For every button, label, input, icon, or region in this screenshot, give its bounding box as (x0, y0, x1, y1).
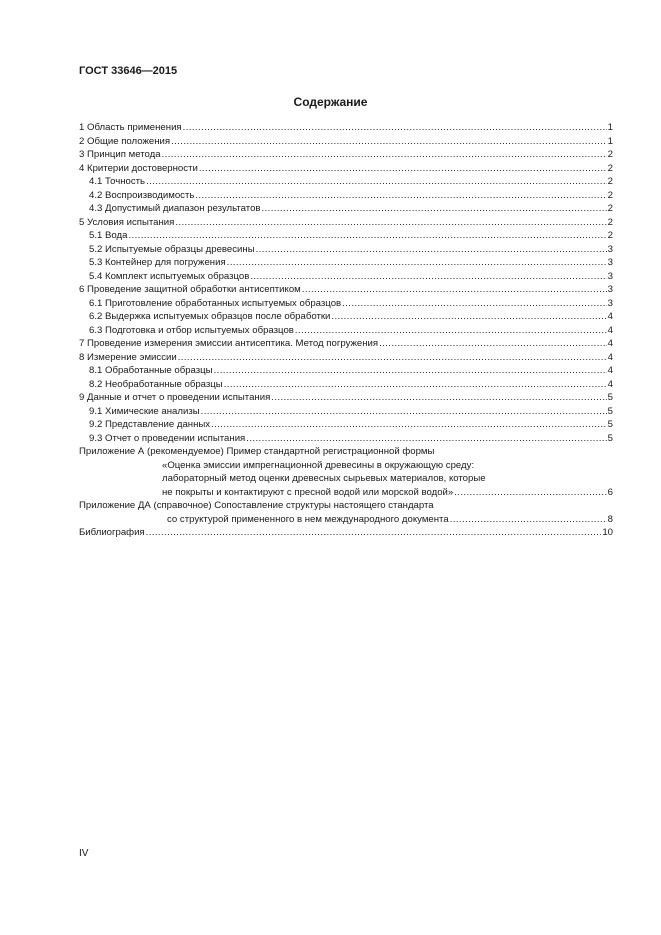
toc-entry-label: 5.2 Испытуемые образцы древесины (89, 243, 255, 255)
toc-appendix-a[interactable] (79, 445, 613, 499)
toc-entry[interactable] (79, 148, 613, 162)
toc-entry-page: 2 (607, 216, 613, 228)
toc-entry-page: 3 (607, 297, 613, 309)
toc-entry[interactable] (79, 121, 613, 135)
toc-entry-page: 4 (607, 365, 613, 376)
toc-subentry[interactable] (79, 364, 613, 378)
toc-entry-label: 7 Проведение измерения эмиссии антисептика. Метод погружения (79, 338, 379, 349)
leader-dots (162, 148, 607, 162)
toc-subentry[interactable] (79, 432, 613, 446)
appendix-da-line: со структурой примененного в нем международного документа (167, 513, 449, 525)
toc-entry-page: 3 (607, 243, 613, 255)
toc-subentry[interactable] (79, 243, 613, 257)
appendix-da-line: Приложение ДА (справочное) Сопоставление структуры настоящего стандарта (79, 500, 434, 511)
toc-entry-label: 2 Общие положения (79, 135, 171, 147)
leader-dots (379, 337, 607, 351)
leader-dots (246, 432, 606, 446)
toc-entry-page: 2 (607, 149, 613, 160)
leader-dots (271, 391, 606, 405)
leader-dots (128, 229, 606, 243)
toc-subentry[interactable] (79, 202, 613, 216)
toc-entry-label: 6.2 Выдержка испытуемых образцов после обработки (89, 311, 331, 322)
toc-subentry[interactable] (79, 405, 613, 419)
toc-appendix-da[interactable] (79, 499, 613, 526)
toc-entry-label: 6.1 Приготовление обработанных испытуемых образцов (89, 297, 342, 309)
appendix-a-line: «Оценка эмиссии импрегнационной древесины в окружающую среду: (162, 459, 475, 471)
toc-subentry[interactable] (79, 229, 613, 243)
toc-entry-page: 2 (607, 189, 613, 201)
toc-entry-page: 3 (607, 257, 613, 268)
leader-dots (256, 243, 607, 257)
toc-entry-label: 5.3 Контейнер для погружения (89, 257, 226, 268)
toc-entry-label: 4.2 Воспроизводимость (89, 189, 195, 201)
leader-dots (224, 378, 607, 392)
leader-dots (450, 513, 607, 527)
appendix-a-line: Приложение А (рекомендуемое) Пример стандартной регистрационной формы (79, 446, 435, 457)
toc-entry-label: 4.3 Допустимый диапазон результатов (89, 203, 261, 214)
leader-dots (183, 121, 607, 135)
appendix-da-last-line (79, 513, 613, 527)
toc-entry-label: 9.2 Представление данных (89, 419, 211, 430)
toc-entry-page: 2 (607, 203, 613, 214)
leader-dots (146, 526, 602, 540)
toc-entry-page: 4 (607, 378, 613, 390)
toc-entry-label: 4.1 Точность (89, 176, 146, 187)
toc-entry-page: 1 (607, 122, 613, 133)
toc-entry-page: 5 (607, 405, 613, 417)
toc-entry-label: 6 Проведение защитной обработки антисептиком (79, 284, 301, 295)
toc-entry-label: 8 Измерение эмиссии (79, 351, 177, 363)
toc-subentry[interactable] (79, 418, 613, 432)
toc-entry-page: 5 (607, 419, 613, 430)
toc-entry[interactable] (79, 391, 613, 405)
toc-entry-label: 8.1 Обработанные образцы (89, 365, 213, 376)
toc-entry-page: 4 (607, 338, 613, 349)
leader-dots (302, 283, 607, 297)
leader-dots (211, 418, 607, 432)
leader-dots (199, 162, 607, 176)
leader-dots (175, 216, 606, 230)
toc-subentry[interactable] (79, 189, 613, 203)
page-number: IV (79, 848, 89, 859)
toc-entry[interactable] (79, 216, 613, 230)
toc-subentry[interactable] (79, 270, 613, 284)
toc-entry[interactable] (79, 135, 613, 149)
toc-entry-label: Библиография (79, 527, 145, 538)
page-title: Содержание (293, 95, 368, 109)
toc-entry-label: 9.3 Отчет о проведении испытания (89, 432, 246, 444)
toc-entry-label: 1 Область применения (79, 122, 182, 133)
toc-subentry[interactable] (79, 256, 613, 270)
leader-dots (146, 175, 607, 189)
toc-entry-label: 5.1 Вода (89, 230, 128, 241)
toc-entry-page: 2 (607, 230, 613, 241)
document-code: ГОСТ 33646—2015 (79, 65, 178, 77)
toc-entry-page: 5 (607, 392, 613, 403)
leader-dots (171, 135, 607, 149)
toc-entry[interactable] (79, 337, 613, 351)
toc-entry[interactable] (79, 351, 613, 365)
leader-dots (342, 297, 607, 311)
toc-entry-page: 2 (607, 162, 613, 174)
toc-entry-page: 6 (607, 486, 613, 498)
toc-subentry[interactable] (79, 324, 613, 338)
leader-dots (262, 202, 607, 216)
toc-entry-label: 5 Условия испытания (79, 216, 175, 228)
toc-entry-page: 3 (607, 284, 613, 295)
leader-dots (214, 364, 607, 378)
table-of-contents (79, 121, 613, 540)
leader-dots (250, 270, 606, 284)
toc-subentry[interactable] (79, 310, 613, 324)
appendix-a-line: не покрыты и контактируют с пресной водой или морской водой» (162, 486, 454, 498)
toc-entry[interactable] (79, 283, 613, 297)
toc-entry-page: 4 (607, 311, 613, 322)
leader-dots (195, 189, 606, 203)
toc-subentry[interactable] (79, 297, 613, 311)
leader-dots (227, 256, 607, 270)
toc-entry-page: 4 (607, 324, 613, 336)
appendix-a-last-line (79, 486, 613, 500)
toc-entry-page: 10 (602, 527, 613, 538)
toc-entry-label: 9 Данные и отчет о проведении испытания (79, 392, 271, 403)
toc-entry-label: 9.1 Химические анализы (89, 405, 200, 417)
toc-entry-label: 6.3 Подготовка и отбор испытуемых образцов (89, 324, 294, 336)
leader-dots (331, 310, 606, 324)
leader-dots (454, 486, 606, 500)
toc-subentry[interactable] (79, 175, 613, 189)
toc-entry-label: 3 Принцип метода (79, 149, 161, 160)
leader-dots (201, 405, 607, 419)
leader-dots (295, 324, 607, 338)
toc-entry-label: 4 Критерии достоверности (79, 162, 198, 174)
toc-subentry[interactable] (79, 378, 613, 392)
toc-entry-page: 3 (607, 270, 613, 282)
toc-bibliography[interactable] (79, 526, 613, 540)
toc-entry-page: 2 (607, 176, 613, 187)
appendix-a-line: лабораторный метод оценки древесных сырьевых материалов, которые (162, 473, 486, 484)
toc-entry-page: 5 (607, 432, 613, 444)
toc-entry-page: 4 (607, 351, 613, 363)
leader-dots (178, 351, 607, 365)
toc-entry-page: 1 (607, 135, 613, 147)
toc-entry-label: 5.4 Комплект испытуемых образцов (89, 270, 250, 282)
toc-entry-page: 8 (607, 513, 613, 525)
toc-entry[interactable] (79, 162, 613, 176)
toc-entry-label: 8.2 Необработанные образцы (89, 378, 223, 390)
